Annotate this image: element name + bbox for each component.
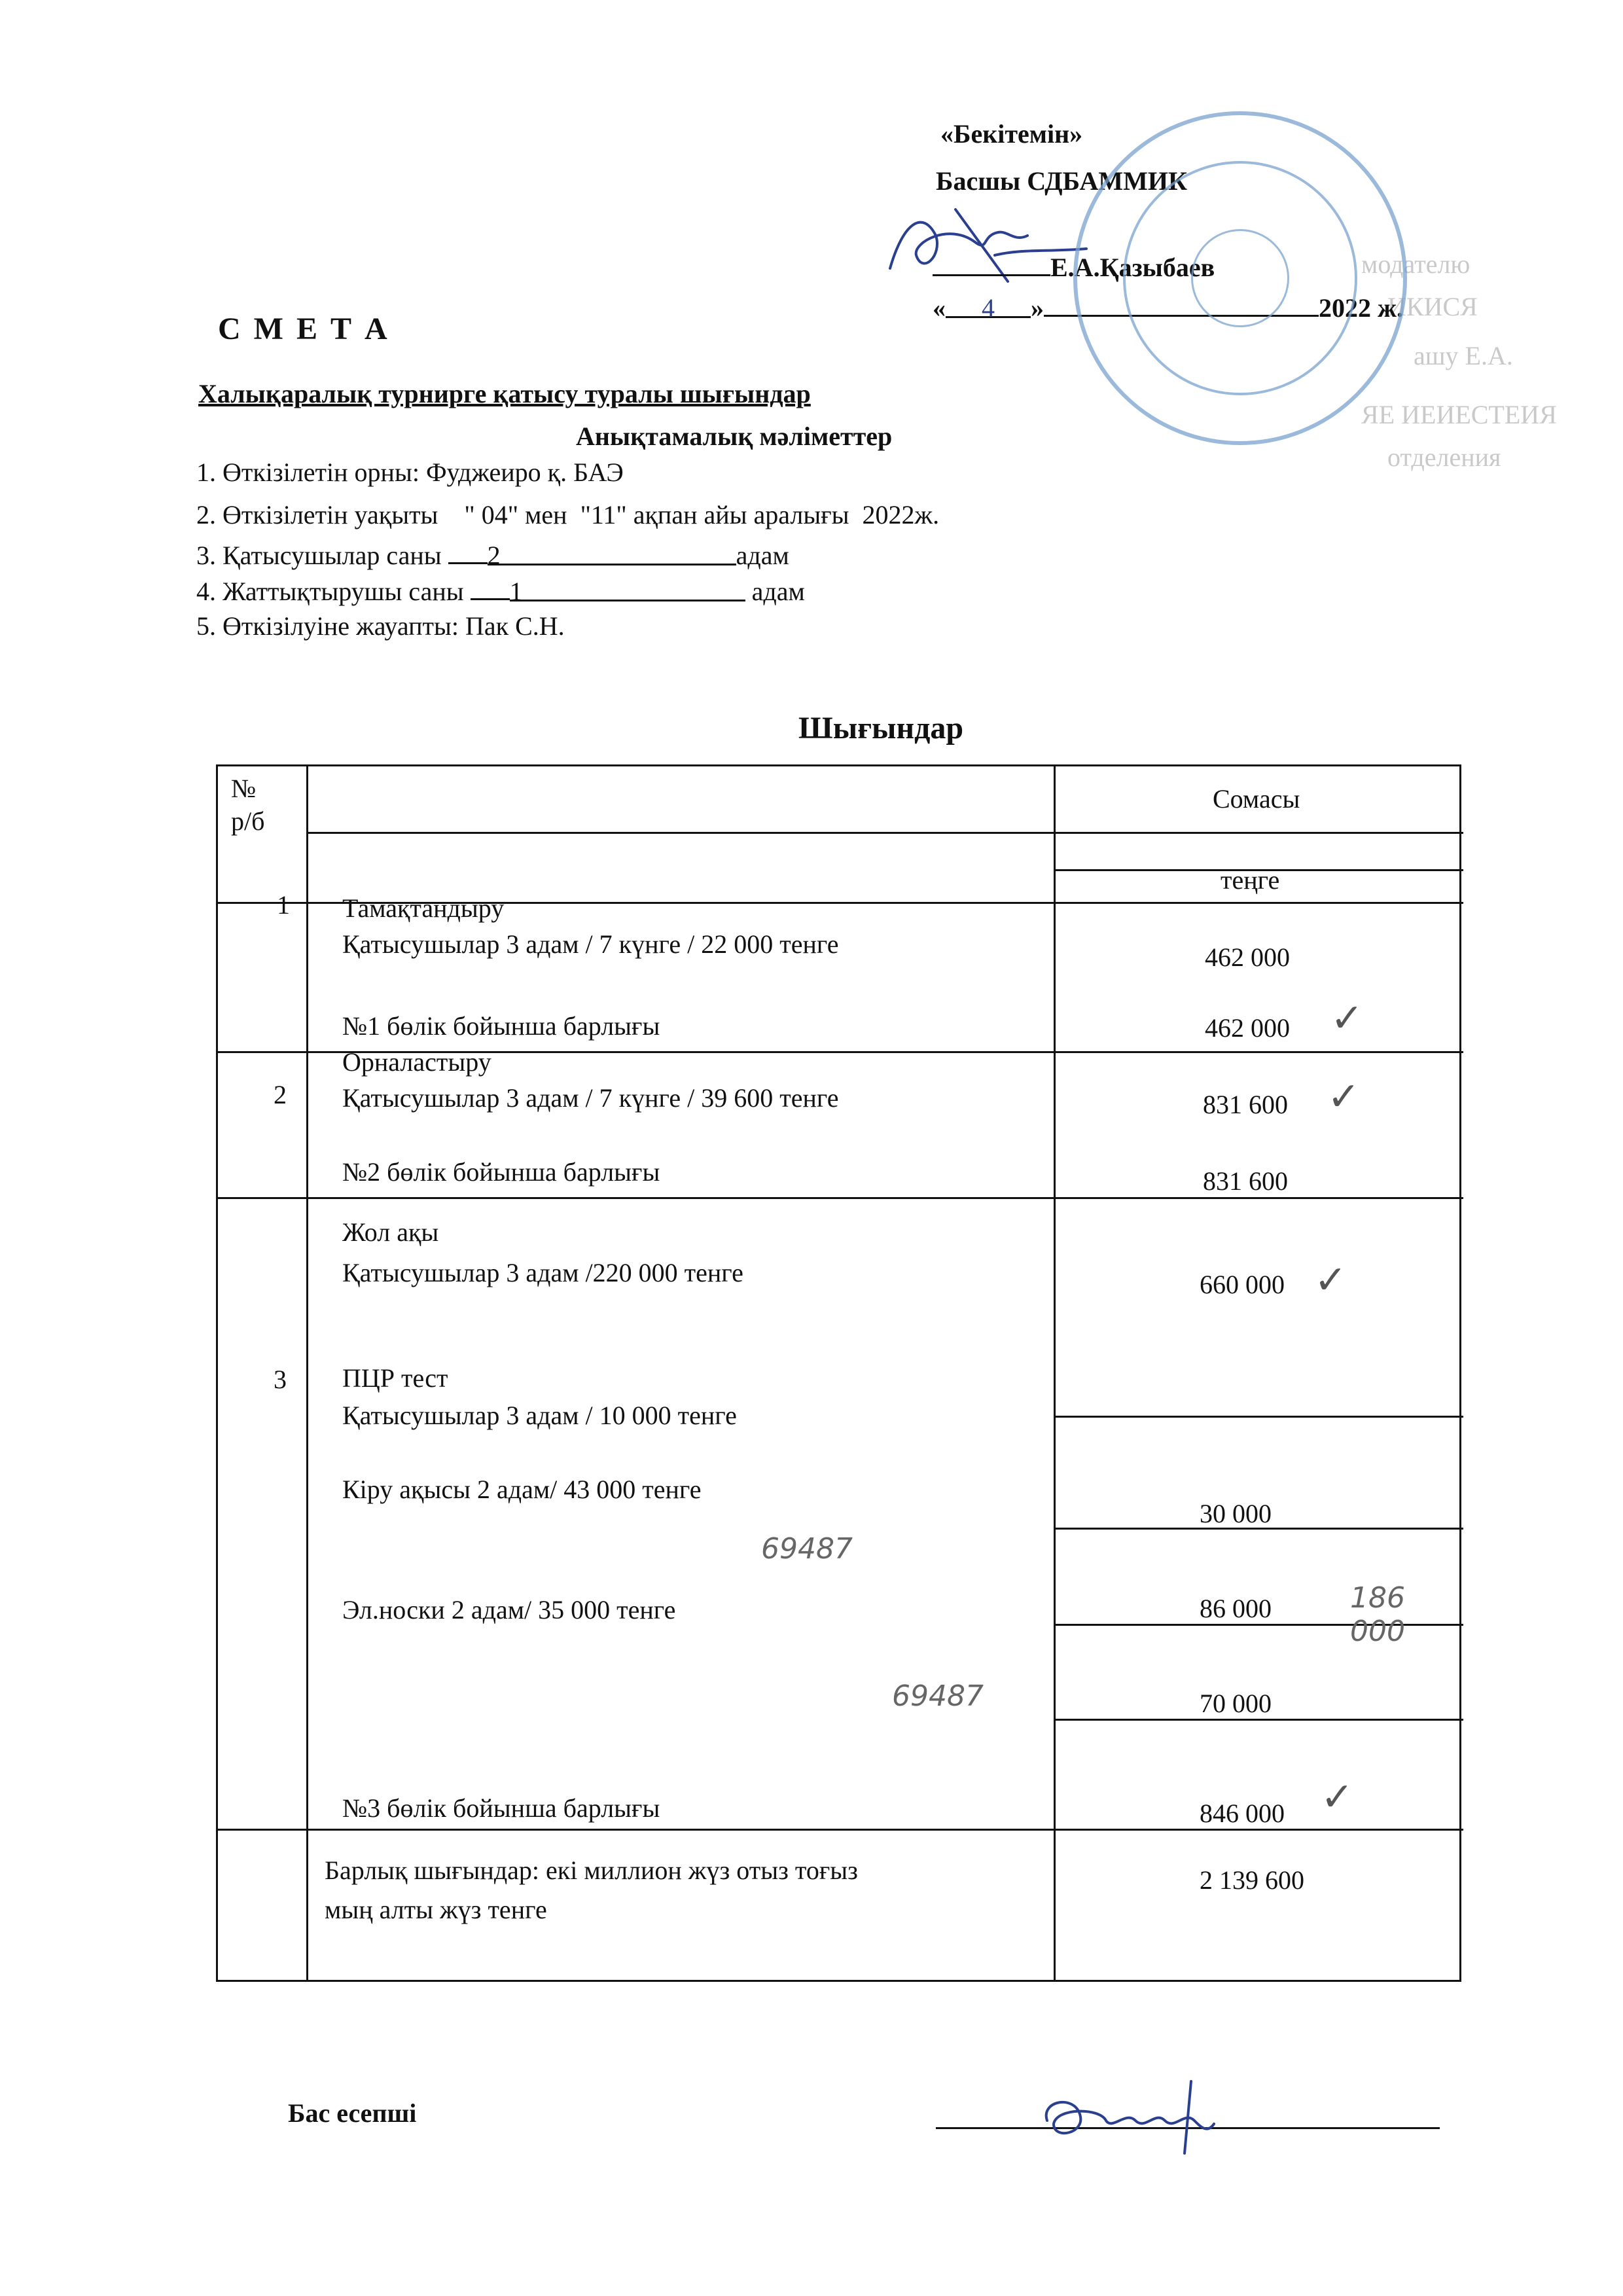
info-item-4-value: 1 <box>509 577 523 606</box>
head-name: Е.А.Қазыбаев <box>1050 253 1215 282</box>
info-item-3 <box>196 540 789 570</box>
row3-desc-pcr: Қатысушылар 3 адам / 10 000 тенге <box>342 1401 737 1430</box>
col-no-line2: р/б <box>231 806 265 836</box>
col-currency-header: теңге <box>1221 865 1280 895</box>
row1-desc: Қатысушылар 3 адам / 7 күнге / 22 000 тенге <box>342 929 839 959</box>
grand-total-label-2: мың алты жүз тенге <box>325 1895 547 1924</box>
row3-number: 3 <box>274 1365 287 1394</box>
info-item-1: 1. Өткізілетін орны: Фуджеиро қ. БАЭ <box>196 457 624 487</box>
date-open-quote: « <box>933 293 946 323</box>
row2-total: 831 600 <box>1203 1166 1288 1196</box>
col-sum-header: Сомасы <box>1213 784 1300 814</box>
row3-desc-socks: Эл.носки 2 адам/ 35 000 тенге <box>342 1595 676 1624</box>
pen-note: 69487 <box>892 1679 984 1713</box>
date-mid-quote: » <box>1031 293 1044 323</box>
row1-title: Тамақтандыру <box>342 893 505 923</box>
doc-subtitle: Халықаралық турнирге қатысу туралы шығындар <box>198 379 811 408</box>
pen-note: 69487 <box>761 1532 853 1566</box>
info-item-3-unit: адам <box>736 541 789 570</box>
ref-heading: Анықтамалық мәліметтер <box>576 422 893 451</box>
row1-total-label: №1 бөлік бойынша барлығы <box>342 1011 660 1041</box>
info-item-3-value: 2 <box>487 541 501 570</box>
row1-amount: 462 000 <box>1205 942 1290 972</box>
info-item-4 <box>196 576 805 606</box>
head-title: Басшы СДБАММИК <box>936 166 1188 196</box>
col-no-line1: № <box>231 774 257 803</box>
date-year: 2022 ж. <box>1319 293 1404 323</box>
chief-accountant-label: Бас есепші <box>288 2098 417 2128</box>
check-mark-icon: ✓ <box>1321 1774 1354 1820</box>
row3-amount-entry: 86 000 <box>1200 1594 1272 1623</box>
organization-seal <box>1073 111 1407 445</box>
grand-total-label-1: Барлық шығындар: екі миллион жүз отыз тоғыз <box>325 1856 858 1885</box>
row3-title-transport: Жол ақы <box>342 1217 439 1247</box>
row2-amount: 831 600 <box>1203 1090 1288 1119</box>
row2-number: 2 <box>274 1080 287 1109</box>
check-mark-icon: ✓ <box>1314 1257 1347 1303</box>
row3-amount-pcr: 30 000 <box>1200 1499 1272 1528</box>
doc-title: С М Е Т А <box>218 312 390 346</box>
date-day: 4 <box>946 294 1031 318</box>
info-item-4-label: 4. Жаттықтырушы саны <box>196 577 464 606</box>
row3-total: 846 000 <box>1200 1799 1285 1828</box>
row3-title-pcr: ПЦР тест <box>342 1363 448 1393</box>
accountant-signature <box>1027 2075 1237 2160</box>
row3-amount-socks: 70 000 <box>1200 1689 1272 1718</box>
document-page: модателю ИКИСЯ ашу Е.А. ЯЕ ИЕИЕСТЕИЯ отделения «Бекітемін» Басшы СДБАММИК Е.А.Қазыбаев « 4 » 2022 ж. С М Е Т А Халықаралық турнирге қатысу туралы шығындар Анықтамалық мәліметтер 1. Өткізілетін орны: Фуджеиро қ. БАЭ 2. Өткізілетін уақыты " 04" мен "11" ақпан айы аралығы 2022ж. 3. Қатысушылар саны 2 адам 4. Жаттықтырушы саны 1 адам 5. Өткізілуіне жауапты: Пак С.Н. Шығындар № р/б Сомасы теңге 1 Тамақтандыру Қатысушылар 3 адам / 7 күнге / 22 000 тенге 462 000 №1 бөлік бойынша барлығы 462 000 ✓ 2 Орналастыру Қатысушылар 3 адам / 7 күнге / 39 600 тенге 831 600 ✓ №2 бөлік бойынша барлығы 831 600 3 Жол ақы Қатысушылар 3 адам /220 000 тенге 660 000 ✓ ПЦР тест Қатысушылар 3 адам / 10 000 тенге Кіру ақысы 2 адам/ 43 000 тенге 30 000 Эл.носки 2 адам/ 35 000 тенге 86 000 70 000 №3 бөлік бойынша барлығы 846 000 ✓ 69487 186 000 69487 Барлық шығындар: екі миллион жүз отыз тоғыз мың алты жүз тенге 2 139 600 Бас есепші <box>0 0 1623 2296</box>
row1-number: 1 <box>277 890 290 920</box>
approve-label: «Бекітемін» <box>940 119 1083 149</box>
grand-total: 2 139 600 <box>1200 1865 1304 1895</box>
expenses-table <box>216 764 1461 1982</box>
row2-desc: Қатысушылар 3 адам / 7 күнге / 39 600 тенге <box>342 1083 839 1113</box>
check-mark-icon: ✓ <box>1330 996 1364 1041</box>
row2-total-label: №2 бөлік бойынша барлығы <box>342 1157 660 1187</box>
info-item-3-label: 3. Қатысушылар саны <box>196 541 442 570</box>
row3-amount-transport: 660 000 <box>1200 1270 1285 1299</box>
info-item-2: 2. Өткізілетін уақыты " 04" мен "11" ақпан айы аралығы 2022ж. <box>196 500 940 529</box>
info-item-4-unit: адам <box>751 577 805 606</box>
row2-title: Орналастыру <box>342 1047 491 1077</box>
pen-note: 186 000 <box>1350 1581 1405 1648</box>
check-mark-icon: ✓ <box>1327 1074 1361 1120</box>
info-item-5: 5. Өткізілуіне жауапты: Пак С.Н. <box>196 611 565 641</box>
row1-total: 462 000 <box>1205 1013 1290 1043</box>
expenses-heading: Шығындар <box>798 711 964 745</box>
row3-desc-transport: Қатысушылар 3 адам /220 000 тенге <box>342 1258 743 1287</box>
row3-total-label: №3 бөлік бойынша барлығы <box>342 1793 660 1823</box>
row3-desc-entry: Кіру ақысы 2 адам/ 43 000 тенге <box>342 1475 702 1504</box>
